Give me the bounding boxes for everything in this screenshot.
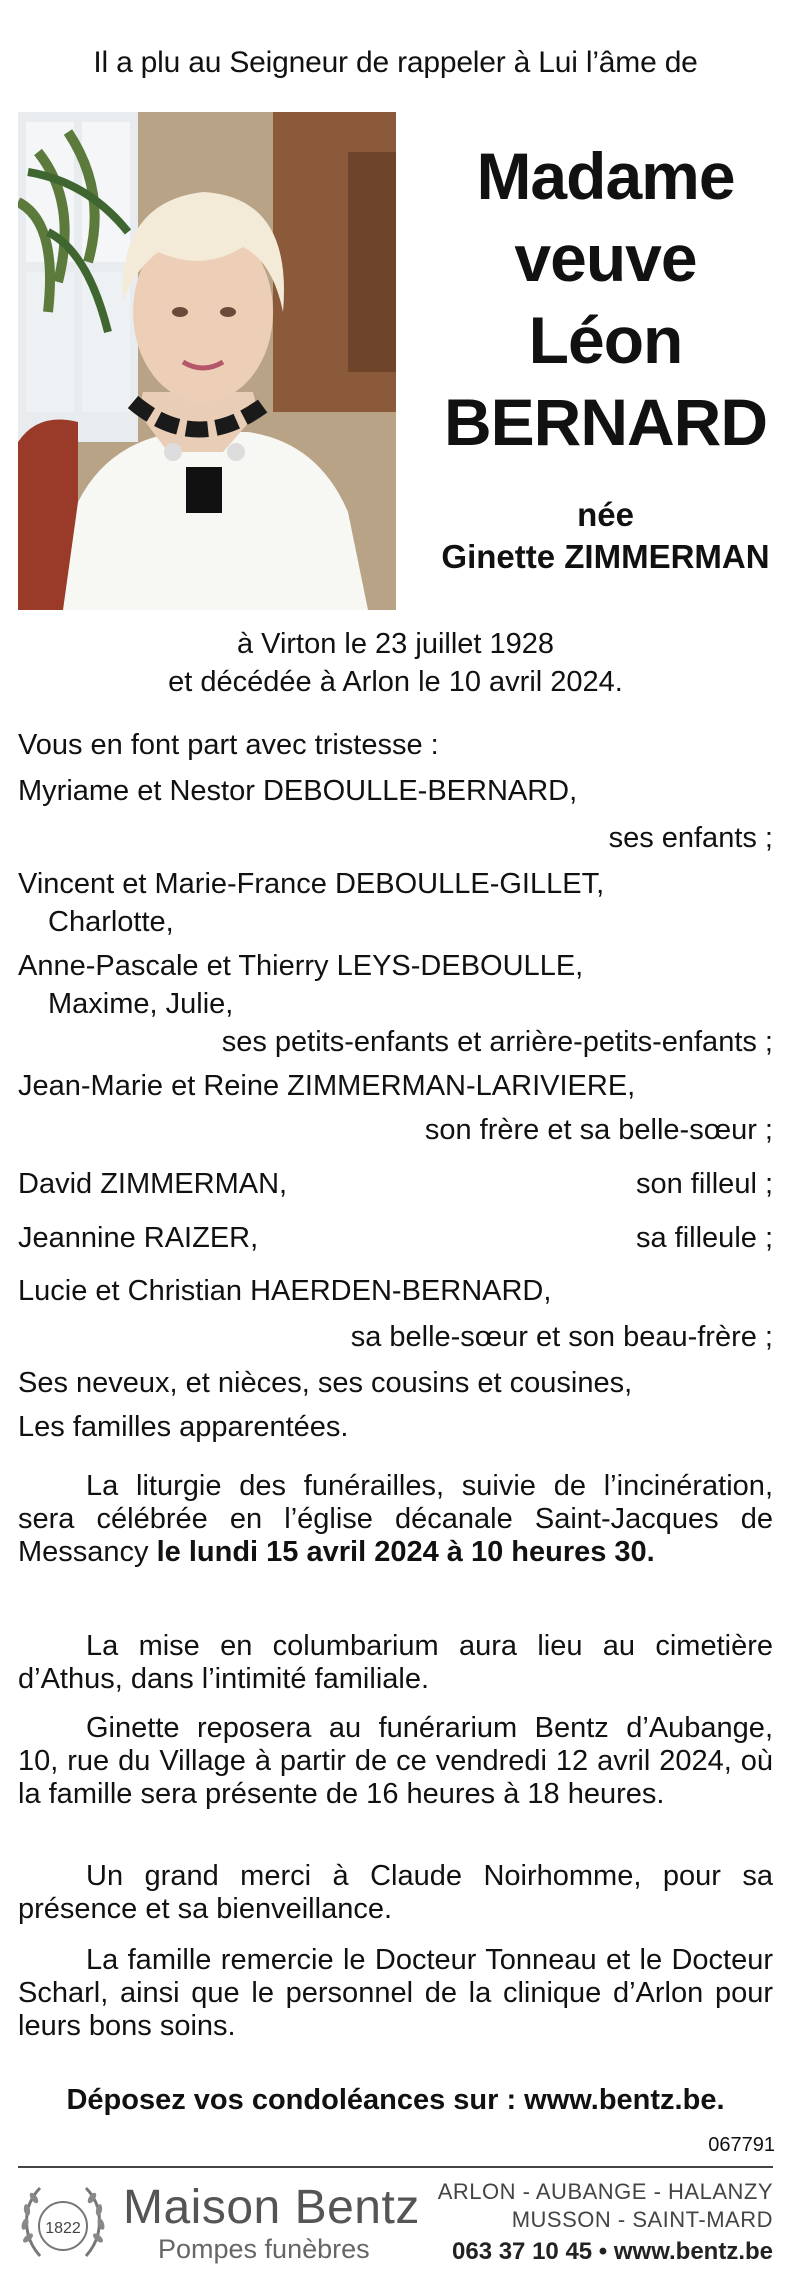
family-intro: Vous en font part avec tristesse : xyxy=(18,729,439,761)
name-line: Léon xyxy=(528,303,683,377)
family-line: Lucie et Christian HAERDEN-BERNARD, xyxy=(18,1275,552,1307)
family-line: Jean-Marie et Reine ZIMMERMAN-LARIVIERE, xyxy=(18,1070,636,1102)
family-line: Maxime, Julie, xyxy=(48,988,234,1020)
birth-line: à Virton le 23 juillet 1928 xyxy=(236,628,555,660)
condolences-text: Déposez vos condoléances sur : www.bentz.be. xyxy=(66,2084,725,2116)
family-line: Anne-Pascale et Thierry LEYS-DEBOULLE, xyxy=(18,950,584,982)
doctors-paragraph: La famille remercie le Docteur Tonneau et le Docteur Scharl, ainsi que le personnel de la clinique d’Arlon pour leurs bons soins. xyxy=(18,1944,773,2042)
family-line: Charlotte, xyxy=(48,906,174,938)
locations-line: MUSSON - SAINT-MARD xyxy=(511,2207,773,2232)
maiden-name xyxy=(420,494,791,578)
laurel-seal-icon xyxy=(18,2178,108,2268)
locations-line: ARLON - AUBANGE - HALANZY xyxy=(437,2179,773,2204)
funeral-paragraph xyxy=(18,1470,773,1569)
death-line: et décédée à Arlon le 10 avril 2024. xyxy=(168,666,623,698)
maiden-name-value: Ginette ZIMMERMAN xyxy=(441,538,770,575)
family-line xyxy=(18,1165,773,1203)
company-name: Maison Bentz xyxy=(123,2181,420,2234)
family-name: Jeannine RAIZER, xyxy=(18,1222,259,1254)
relation-line: ses petits-enfants et arrière-petits-enfants ; xyxy=(221,1026,773,1058)
deceased-name xyxy=(420,135,791,463)
family-name: David ZIMMERMAN, xyxy=(18,1168,288,1200)
contact-line: 063 37 10 45 • www.bentz.be xyxy=(452,2238,773,2265)
funeral-date: le lundi 15 avril 2024 à 10 heures 30. xyxy=(156,1536,655,1568)
family-line: Les familles apparentées. xyxy=(18,1411,349,1443)
columbarium-paragraph: La mise en columbarium aura lieu au cimetière d’Athus, dans l’intimité familiale. xyxy=(18,1630,773,1695)
funerarium-paragraph: Ginette reposera au funérarium Bentz d’Aubange, 10, rue du Village à partir de ce vendredi 12 avril 2024, où la famille sera présente de 16 heures à 18 heures. xyxy=(18,1712,773,1810)
family-line: Ses neveux, et nièces, ses cousins et cousines, xyxy=(18,1367,633,1399)
relation-line: ses enfants ; xyxy=(608,822,773,854)
relation-text: son filleul ; xyxy=(635,1168,773,1200)
funeral-text: La liturgie des funérailles, suivie de l’incinération, sera célébrée en l’église décanale Saint-Jacques de Messancy xyxy=(18,1470,773,1568)
thanks-paragraph: Un grand merci à Claude Noirhomme, pour sa présence et sa bienveillance. xyxy=(18,1860,773,1925)
locations xyxy=(438,2178,773,2234)
nee-label: née xyxy=(577,496,634,533)
seal-year: 1822 xyxy=(45,2220,81,2237)
company-subtitle: Pompes funèbres xyxy=(158,2234,370,2264)
life-dates xyxy=(0,625,791,701)
relation-line: sa belle-sœur et son beau-frère ; xyxy=(350,1321,773,1353)
funeral-home-footer xyxy=(18,2166,773,2276)
reference-number: 067791 xyxy=(708,2134,775,2156)
intro-text: Il a plu au Seigneur de rappeler à Lui l’âme de xyxy=(93,46,698,79)
name-line: Madame xyxy=(476,139,735,213)
name-line: veuve xyxy=(514,221,697,295)
relation-line: son frère et sa belle-sœur ; xyxy=(424,1114,773,1146)
family-line: Myriame et Nestor DEBOULLE-BERNARD, xyxy=(18,775,578,807)
family-line: Vincent et Marie-France DEBOULLE-GILLET, xyxy=(18,868,605,900)
name-line: BERNARD xyxy=(444,385,767,459)
relation-text: sa filleule ; xyxy=(635,1222,773,1254)
portrait-photo xyxy=(18,112,396,610)
family-line xyxy=(18,1219,773,1257)
